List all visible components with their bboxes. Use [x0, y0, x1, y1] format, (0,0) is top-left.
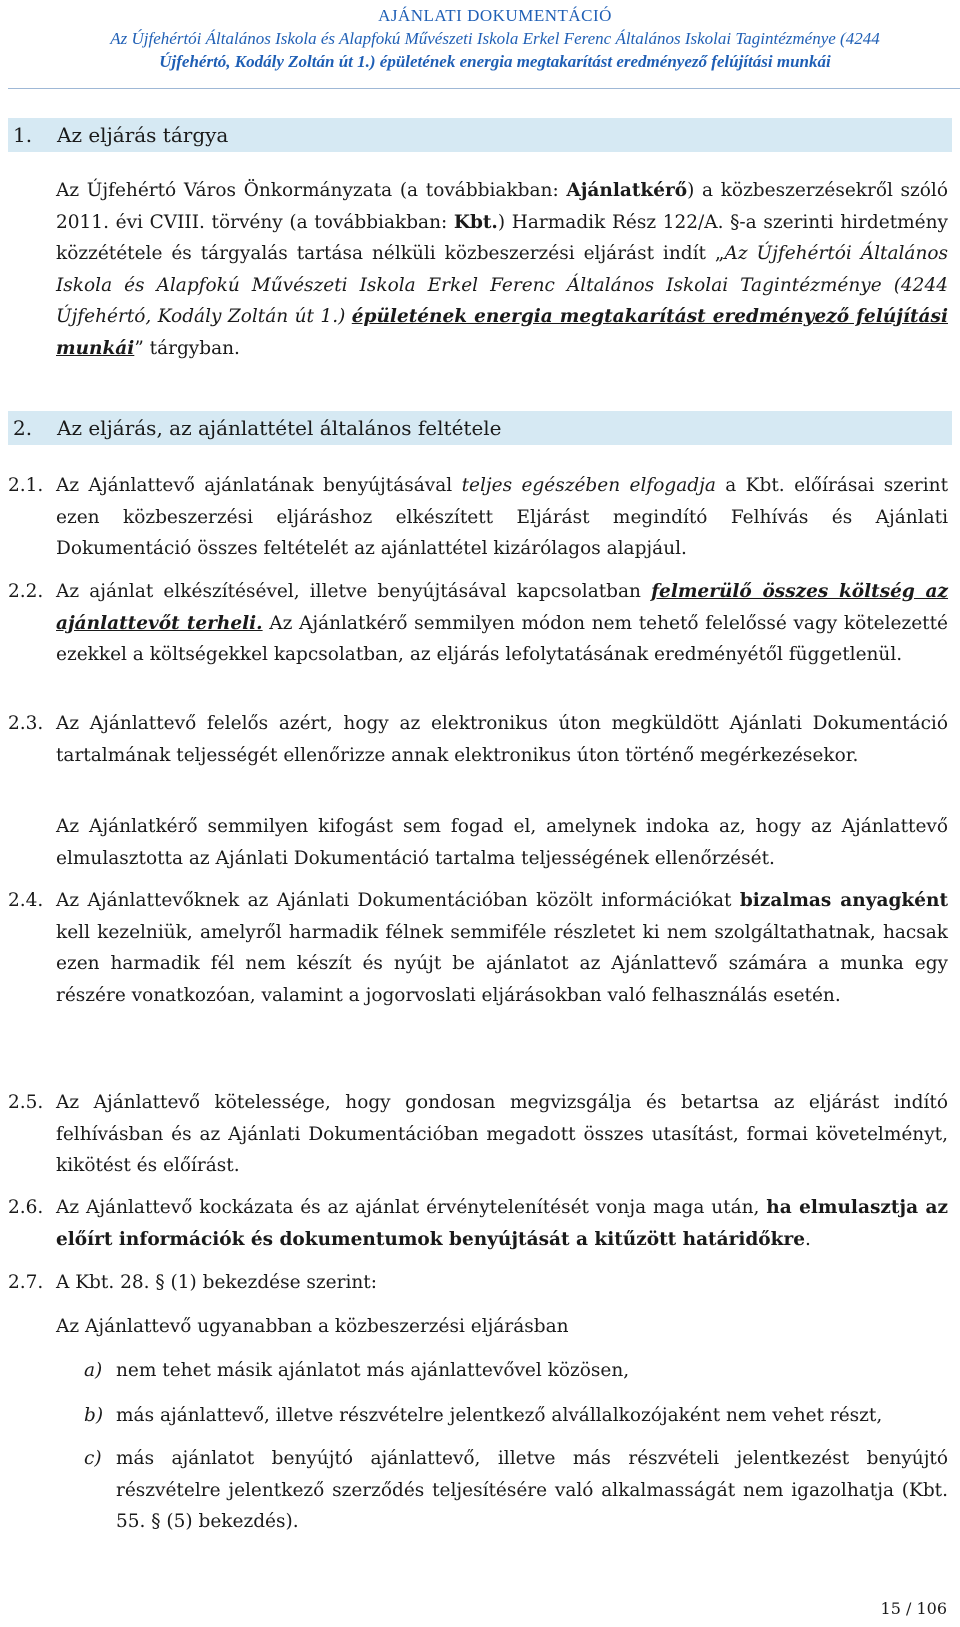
header-subject-line-1: Az Újfehértói Általános Iskola és Alapfokú Művészeti Iskola Erkel Ferenc Általános Iskolai Tagintézménye (4244 [110, 29, 880, 48]
clause-2-3-paragraph-2: Az Ajánlatkérő semmilyen kifogást sem fogad el, amelynek indoka az, hogy az Ajánlattevő elmulasztotta az Ajánlati Dokumentáció tartalma teljességének ellenőrzését. [56, 816, 948, 869]
clause-2-3: Az Ajánlattevő felelős azért, hogy az elektronikus úton megküldött Ajánlati Dokumentáció tartalmának teljességét ellenőrizze annak elektronikus úton történő megérkezésekor. [56, 713, 948, 766]
section-heading-1 [8, 118, 952, 152]
clause-2-2: Az ajánlat elkészítésével, illetve benyújtásával kapcsolatban felmerülő összes költség az ajánlattevőt terheli. Az Ajánlatkérő semmilyen módon nem tehető felelőssé vagy kötelezetté ezekkel a költségekkel kapcsolatban, az eljárás lefolytatásának eredményétől függetlenül. [56, 581, 949, 665]
clause-number: 2.6. [8, 1197, 44, 1218]
clause-2-4: Az Ajánlattevőknek az Ajánlati Dokumentációban közölt információkat bizalmas anyagként kell kezelniük, amelyről harmadik félnek semmiféle részletet ki nem szolgáltathatnak, hacsak ezen harmadik fél nem készít és nyújt be ajánlatot az Ajánlattevő számára a munka egy részére vonatkozóan, valamint a jogorvoslati eljárásokban való felhasználás esetén. [56, 890, 948, 1006]
project-name-emphasis: épületének energia megtakarítást eredményező felújítási munkái [56, 306, 948, 359]
clause-2-1: Az Ajánlattevő ajánlatának benyújtásával teljes egészében elfogadja a Kbt. előírásai szerint ezen közbeszerzési eljáráshoz elkészített Eljárást megindító Felhívás és Ajánlati Dokumentáció összes feltételét az ajánlattétel kizárólagos alapjául. [56, 475, 948, 559]
list-item: más ajánlattevő, illetve részvételre jelentkező alvállalkozójaként nem vehet részt, [116, 1405, 883, 1426]
clause-number: 2.1. [8, 475, 44, 496]
section-number: 1. [13, 123, 33, 147]
clause-number: 2.7. [8, 1272, 44, 1293]
document-title: AJÁNLATI DOKUMENTÁCIÓ [378, 6, 612, 25]
clause-number: 2.4. [8, 890, 44, 911]
project-name: Az Újfehértói Általános Iskola és Alapfokú Művészeti Iskola Erkel Ferenc Általános Iskolai Tagintézménye (4244 Újfehértó, Kodály Zoltán út 1.) [56, 243, 949, 327]
list-item: nem tehet másik ajánlatot más ajánlattevővel közösen, [116, 1360, 630, 1381]
header-subject-line-2: Újfehértó, Kodály Zoltán út 1.) épületének energia megtakarítást eredményező felújítási munkái [159, 52, 831, 71]
clause-number: 2.3. [8, 713, 44, 734]
document-header [30, 4, 960, 73]
clause-2-7: A Kbt. 28. § (1) bekezdése szerint: [56, 1272, 377, 1293]
section-heading-2 [8, 411, 952, 445]
clause-2-7-intro: Az Ajánlattevő ugyanabban a közbeszerzési eljárásban [56, 1316, 569, 1337]
clause-2-6: Az Ajánlattevő kockázata és az ajánlat érvénytelenítését vonja maga után, ha elmulasztja az előírt információk és dokumentumok benyújtását a kitűzött határidőkre. [56, 1197, 948, 1250]
paragraph-subject: Az Újfehértó Város Önkormányzata (a továbbiakban: Ajánlatkérő) a közbeszerzésekről szóló 2011. évi CVIII. törvény (a továbbiakban: Kbt.) Harmadik Rész 122/A. §-a szerinti hirdetmény közzététele és tárgyalás tartása nélküli közbeszerzési eljárást indít „Az Újfehértói Általános Iskola és Alapfokú Művészeti Iskola Erkel Ferenc Általános Iskolai Tagintézménye (4244 Újfehértó, Kodály Zoltán út 1.) épületének energia megtakarítást eredményező felújítási munkái” tárgyban. [56, 180, 949, 359]
section-number: 2. [13, 416, 33, 440]
term-kbt: Kbt. [453, 211, 498, 233]
list-item-label: b) [84, 1405, 104, 1426]
clause-2-5: Az Ajánlattevő kötelessége, hogy gondosan megvizsgálja és betartsa az eljárást indító felhívásban és az Ajánlati Dokumentációban megadott összes utasítást, formai követelményt, kikötést és előírást. [56, 1092, 948, 1176]
list-item-label: c) [84, 1448, 102, 1469]
clause-number: 2.2. [8, 581, 44, 602]
page-number: 15 / 106 [880, 1599, 947, 1618]
section-title: Az eljárás tárgya [57, 123, 229, 147]
list-item: más ajánlatot benyújtó ajánlattevő, illetve más részvételi jelentkezést benyújtó részvételre jelentkező szerződés teljesítésére való alkalmasságát nem igazolhatja (Kbt. 55. § (5) bekezdés). [116, 1448, 948, 1532]
clause-number: 2.5. [8, 1092, 44, 1113]
header-divider [8, 88, 960, 89]
term-ajanlatkero: Ajánlatkérő [566, 180, 688, 201]
section-title: Az eljárás, az ajánlattétel általános feltétele [57, 416, 502, 440]
list-item-label: a) [84, 1360, 103, 1381]
